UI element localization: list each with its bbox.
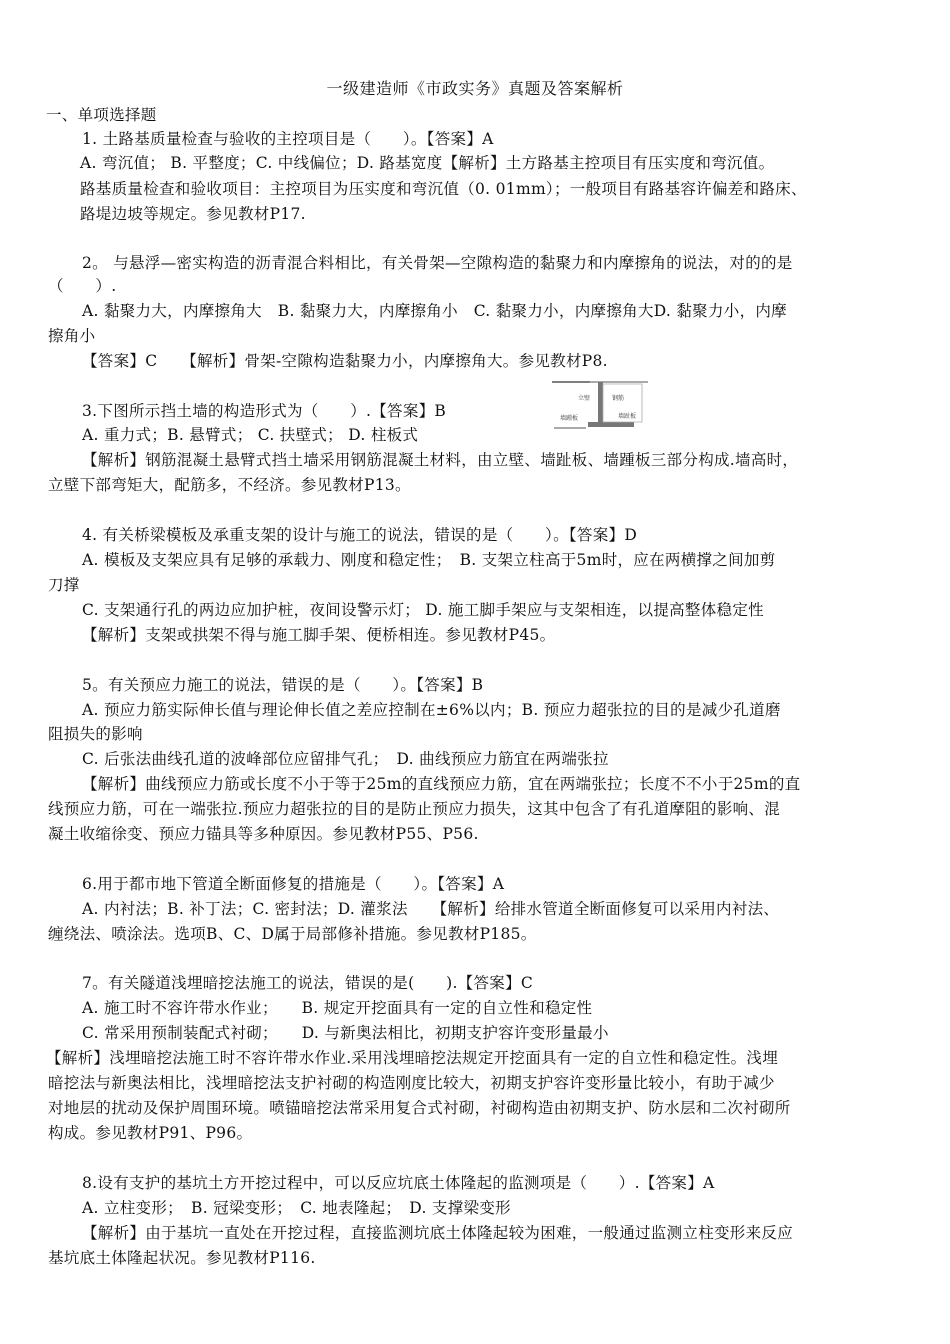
q7-analysis: 对地层的扰动及保护周围环境。喷锚暗挖法常采用复合式衬砌，衬砌构造由初期支护、防水层和二次衬砌所 <box>48 1099 791 1117</box>
q6-stem: 6.用于都市地下管道全断面修复的措施是（ ）。【答案】A <box>82 875 505 893</box>
q3-analysis: 【解析】钢筋混凝土悬臂式挡土墙采用钢筋混凝土材料，由立壁、墙趾板、墙踵板三部分构成.墙高时， <box>82 451 799 469</box>
q1-options: A. 弯沉值； B. 平整度；C. 中线偏位；D. 路基宽度【解析】土方路基主控项目有压实度和弯沉值。 <box>80 154 775 172</box>
q2-stem: 2。 与悬浮—密实构造的沥青混合料相比，有关骨架—空隙构造的黏聚力和内摩擦角的说法，对的的是 <box>82 254 793 272</box>
q5-analysis: 【解析】曲线预应力筋或长度不小于等于25m的直线预应力筋，宜在两端张拉；长度不不小于25m的直 <box>82 775 801 793</box>
q4-options: 刀撑 <box>48 576 80 594</box>
q5-stem: 5。有关预应力施工的说法，错误的是（ ）。【答案】B <box>82 676 484 694</box>
q7-options: C. 常采用预制装配式衬砌； D. 与新奥法相比，初期支护容许变形量最小 <box>82 1024 609 1042</box>
q6-analysis: 缠绕法、喷涂法。选项B、C、D属于局部修补措施。参见教材P185。 <box>48 925 537 943</box>
q3-stem: 3.下图所示挡土墙的构造形式为（ ）.【答案】B <box>82 402 447 420</box>
figure-label: 立壁 <box>578 395 591 402</box>
q7-options: A. 施工时不容许带水作业； B. 规定开挖面具有一定的自立性和稳定性 <box>82 999 593 1017</box>
q1-analysis: 路基质量检查和验收项目：主控项目为压实度和弯沉值（0. 01mm）；一般项目有路基容许偏差和路床、 <box>80 180 807 198</box>
q7-analysis: 【解析】浅埋暗挖法施工时不容许带水作业.采用浅埋暗挖法规定开挖面具有一定的自立性和稳定性。浅埋 <box>46 1049 779 1067</box>
q3-options: A. 重力式；B. 悬臂式； C. 扶壁式； D. 柱板式 <box>82 426 419 444</box>
q8-options: A. 立柱变形； B. 冠梁变形； C. 地表隆起； D. 支撑梁变形 <box>82 1199 511 1217</box>
q5-options: 阻损失的影响 <box>48 725 143 743</box>
q2-answer: 【答案】C 【解析】骨架-空隙构造黏聚力小，内摩擦角大。参见教材P8. <box>82 352 608 370</box>
q8-stem: 8.设有支护的基坑土方开挖过程中，可以反应坑底土体隆起的监测项是（ ）.【答案】A <box>82 1174 715 1192</box>
q7-stem: 7。有关隧道浅埋暗挖法施工的说法，错误的是( ).【答案】C <box>82 974 534 992</box>
q8-analysis: 基坑底土体隆起状况。参见教材P116. <box>48 1249 316 1267</box>
q1-stem: 1. 土路基质量检查与验收的主控项目是（ ）。【答案】A <box>82 130 494 148</box>
q2-stem: （ ）. <box>48 277 117 295</box>
q8-analysis: 【解析】由于基坑一直处在开挖过程，直接监测坑底土体隆起较为困难，一般通过监测立柱变形来反应 <box>82 1224 794 1242</box>
q7-analysis: 暗挖法与新奥法相比，浅埋暗挖法支护衬砌的构造刚度比较大，初期支护容许变形量比较小，有助于减少 <box>48 1074 775 1092</box>
q4-stem: 4. 有关桥梁模板及承重支架的设计与施工的说法，错误的是（ ）。【答案】D <box>82 526 638 544</box>
q4-options: A. 模板及支架应具有足够的承载力、刚度和稳定性； B. 支架立柱高于5m时，应在两横撑之间加剪 <box>82 551 776 569</box>
q5-options: A. 预应力筋实际伸长值与理论伸长值之差应控制在±6%以内；B. 预应力超张拉的目的是减少孔道磨 <box>82 701 781 719</box>
retaining-wall-figure <box>552 376 648 438</box>
q6-options: A. 内衬法；B. 补丁法；C. 密封法；D. 灌浆法 【解析】给排水管道全断面修复可以采用内衬法、 <box>82 900 780 918</box>
q4-options: C. 支架通行孔的两边应加护桩，夜间设警示灯； D. 施工脚手架应与支架相连，以提高整体稳定性 <box>82 601 764 619</box>
q3-analysis: 立壁下部弯矩大，配筋多，不经济。参见教材P13。 <box>48 476 411 494</box>
q5-analysis: 线预应力筋，可在一端张拉.预应力超张拉的目的是防止预应力损失，这其中包含了有孔道摩阻的影响、混 <box>48 800 781 818</box>
q1-analysis: 路堤边坡等规定。参见教材P17. <box>80 205 306 223</box>
q2-options: A. 黏聚力大，内摩擦角大 B. 黏聚力大，内摩擦角小 C. 黏聚力小，内摩擦角大D. 黏聚力小，内摩 <box>82 302 787 320</box>
q2-options: 擦角小 <box>48 327 96 345</box>
q5-analysis: 凝土收缩徐变、预应力锚具等多种原因。参见教材P55、P56. <box>48 825 479 843</box>
wall-stem <box>598 382 603 422</box>
figure-label: 钢筋 <box>612 395 625 402</box>
page-title: 一级建造师《市政实务》真题及答案解析 <box>326 79 624 98</box>
figure-label: 墙踵板 <box>560 415 579 422</box>
q7-analysis: 构成。参见教材P91、P96。 <box>48 1124 253 1142</box>
wall-base <box>588 422 634 427</box>
figure-label: 墙趾板 <box>618 413 637 420</box>
q5-options: C. 后张法曲线孔道的波峰部位应留排气孔； D. 曲线预应力筋宜在两端张拉 <box>82 750 609 768</box>
section-heading: 一、单项选择题 <box>46 106 157 124</box>
q4-analysis: 【解析】支架或拱架不得与施工脚手架、便桥相连。参见教材P45。 <box>82 626 556 644</box>
